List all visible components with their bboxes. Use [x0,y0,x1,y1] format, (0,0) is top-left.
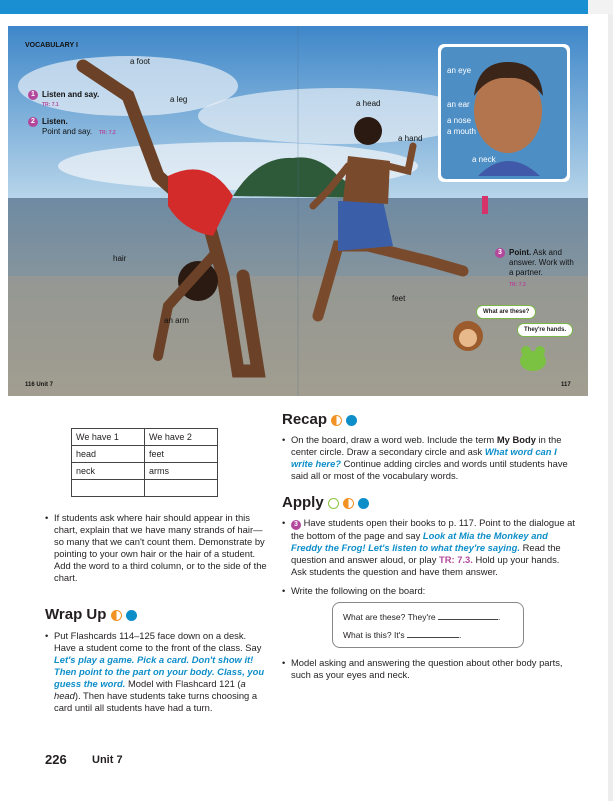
step-3-badge: 3 [495,248,505,258]
model-text: • Model asking and answering the question about other body parts, such as your eyes and neck. [282,657,563,680]
vocab-table [71,428,218,497]
label-foot: a foot [130,57,151,66]
bubble-question: What are these? [476,305,536,319]
label-neck: a neck [472,155,496,164]
step-3-track: TR: 7.3 [509,282,526,288]
label-hair: hair [113,254,127,263]
label-ear: an ear [447,100,470,109]
partial-circle-icon [331,415,342,426]
apply-text: • 3 Have students open their books to p. 117. Point to the dialogue at the bottom of the page and say Look at Mia the Monkey and Freddy the Frog! Let's listen to what they're saying. Read the question and answer aloud, or play TR: 7.3. Hold up your hands. Ask students the question and have them answer. [282,517,575,577]
step-2-text: Listen. [42,117,68,126]
full-circle-icon [126,610,137,621]
step-1-track: TR: 7.1 [42,102,59,108]
step-3-text: Point. Ask and answer. Work with a partner. [509,248,574,277]
recap-heading: Recap [282,411,357,428]
table-cell: neck [72,463,145,480]
label-nose: a nose [447,116,472,125]
table-cell [145,480,218,497]
step-2-badge: 2 [28,117,38,127]
table-header: We have 1 [72,429,145,446]
partial-circle-icon [111,610,122,621]
step-1-text: Listen and say. [42,90,100,99]
wrapup-text: • Put Flashcards 114–125 face down on a desk. Have a student come to the front of the class. Say Let's play a game. Pick a card. Don't show it! Then point to the part on your body. Class, you guess the word. Model with Flashcard 121 (a head). Then have students take turns choosing a card until all students have had a turn. [45,630,265,713]
hair-note: • If students ask where hair should appear in this chart, explain that we have many strands of hair—so many that we can't count them. Demonstrate by pointing to your own hair or the hair of a student. Add the word to a third column, or to the side of the chart. [45,512,267,583]
folio-left: 116 Unit 7 [25,382,54,388]
apply-write-text: • Write the following on the board: [282,585,426,596]
label-feet: feet [392,294,406,303]
table-header: We have 2 [145,429,218,446]
step-1-badge: 1 [28,90,38,100]
label-eye: an eye [447,66,472,75]
table-cell: arms [145,463,218,480]
recap-text: • On the board, draw a word web. Include the term My Body in the center circle. Draw a secondary circle and ask What word can I write here? Continue adding circles and words until students have said all or most of the vocabulary words. [282,434,568,481]
footer-unit: Unit 7 [92,754,123,766]
bubble-answer: They're hands. [517,323,573,337]
table-cell [72,480,145,497]
full-circle-icon [358,498,369,509]
partial-circle-icon [343,498,354,509]
label-hand: a hand [398,134,423,143]
label-mouth: a mouth [447,127,476,136]
table-cell: head [72,446,145,463]
label-arm: an arm [164,316,189,325]
page-number: 226 [45,752,67,767]
wrapup-heading: Wrap Up [45,606,137,623]
folio-right: 117 [561,382,571,388]
page-edge [608,14,613,801]
empty-circle-icon [328,498,339,509]
top-color-band [0,0,588,14]
board-line-2: What is this? It's . [343,630,462,640]
label-leg: a leg [170,95,188,104]
full-circle-icon [346,415,357,426]
step-2-track: TR: 7.2 [99,130,116,136]
board-box [332,602,524,648]
step-2-text2: Point and say. [42,127,93,136]
table-cell: feet [145,446,218,463]
label-head: a head [356,99,381,108]
step-3-badge: 3 [291,520,301,530]
student-book-spread [8,26,588,396]
beach-photo [8,26,588,396]
top-corner [588,0,613,14]
apply-heading: Apply [282,494,369,511]
board-line-1: What are these? They're . [343,612,501,622]
section-label: VOCABULARY I [25,42,78,49]
